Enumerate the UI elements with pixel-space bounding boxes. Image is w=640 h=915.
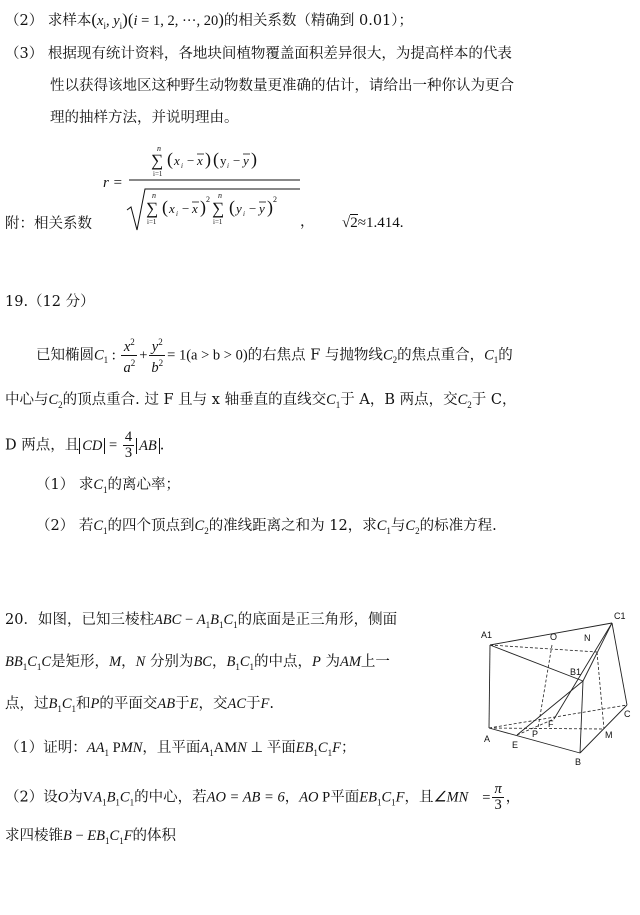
label-c1: C1 [614, 611, 626, 621]
q20-part2: （2）设O为$VA_1B_1C_1$的中心，若AO = AB = 6，AO P平面$EB_1C_1F$，且∠MN = $\frac{\pi}{3}$ ， [5, 781, 521, 813]
q18-item3-num: （3） [5, 46, 44, 62]
svg-text:−: − [182, 201, 190, 216]
label-n: N [584, 633, 591, 643]
edge-b1-b [580, 681, 583, 753]
q18-item2-text-b: 的相关系数（精确到 0.01）； [223, 13, 414, 29]
formula-r: r = [103, 175, 123, 191]
label-b: B [575, 757, 582, 767]
q18-item2-line: （2） 求样本($x_i$, $y_i)(i = 1$, 2, ···, 20)的相关系数（精确到 0.01）； [5, 10, 414, 31]
label-e: E [512, 740, 519, 750]
q18-item3-line2: 性以获得该地区这种野生动物数量更准确的估计，请给出一种你认为更合 [50, 78, 514, 94]
svg-text:−: − [233, 153, 241, 168]
q18-item2-num: （2） [5, 13, 44, 29]
sqrt2-value: ≈1.414 [357, 215, 400, 231]
svg-text:(: ( [213, 149, 219, 169]
svg-text:i: i [181, 162, 183, 170]
svg-text:n: n [218, 191, 222, 200]
svg-text:(: ( [167, 149, 173, 169]
edge-b1-c1 [583, 623, 612, 681]
q18-item3-text1: 根据现有统计资料，各地块间植物覆盖面积差异很大，为提高样本的代表 [47, 46, 512, 62]
q20-line1: 20．如图，已知三棱柱ABC − $A_1B_1C_1$的底面是正三角形，侧面 [5, 612, 398, 630]
edge-a-c [489, 705, 627, 728]
segment-a-m [489, 728, 604, 729]
svg-text:∑: ∑ [212, 199, 225, 218]
q18-item2-text-a: 求样本 [47, 13, 92, 29]
svg-text:i=1: i=1 [213, 218, 223, 226]
svg-text:y: y [236, 201, 242, 216]
label-a1: A1 [481, 630, 493, 640]
num-sigma: ∑ [151, 151, 164, 170]
label-f: F [548, 719, 554, 729]
q19-line3: D 两点，且 CD = $\frac{4}{3}$ AB . [5, 429, 165, 461]
segment-o-p [538, 645, 552, 728]
label-p: P [532, 729, 539, 739]
sqrt2-approx: √2≈1.414. [342, 215, 404, 231]
segment-c1-f [554, 623, 612, 719]
q18-item3-line3: 理的抽样方法，并说明理由。 [50, 110, 239, 126]
svg-text:): ) [267, 197, 273, 217]
q18-item3-line1 [5, 44, 512, 64]
svg-text:n: n [152, 191, 156, 200]
svg-text:x: x [197, 153, 203, 168]
edge-b-c [580, 705, 627, 753]
label-b1: B1 [570, 667, 582, 677]
svg-text:): ) [251, 149, 257, 169]
edge-c1-c [612, 623, 627, 705]
svg-text:∑: ∑ [146, 199, 159, 218]
svg-text:): ) [200, 197, 206, 217]
svg-text:y: y [220, 153, 227, 168]
svg-text:x: x [192, 201, 198, 216]
label-c: C [624, 709, 631, 719]
svg-text:2: 2 [273, 195, 277, 204]
label-m: M [605, 730, 613, 740]
q19-line2: 中心与$C_2$的顶点重合. 过 F 且与 x 轴垂直的直线交$C_1$于 A，B 两点，交$C_2$于 C， [5, 392, 517, 410]
num-sum-upper: n [157, 144, 161, 153]
q19-title: 19.（12 分） [5, 294, 95, 310]
q20-line3: 点，过$B_1C_1$和P的平面交AB于E，交AC于F. [5, 696, 274, 714]
svg-text:i=1: i=1 [147, 218, 157, 226]
svg-text:i: i [176, 210, 178, 218]
appendix-label: 附：相关系数 [5, 216, 92, 232]
prism-figure [472, 605, 637, 770]
svg-text:−: − [249, 201, 257, 216]
q20-part1: （1）证明：$AA_1$ PMN，且平面$A_1AMN$ ⊥ 平面$EB_1C_1F$； [5, 740, 356, 758]
appendix-comma: ， [300, 214, 315, 230]
svg-text:2: 2 [206, 195, 210, 204]
svg-text:x: x [169, 201, 175, 216]
svg-text:x: x [174, 153, 180, 168]
svg-text:i: i [243, 210, 245, 218]
svg-text:y: y [259, 201, 265, 216]
num-sum-lower: i=1 [153, 170, 163, 178]
svg-text:(: ( [229, 197, 235, 217]
q19-line1: 已知椭圆$C_1$ : $\frac{x^2}{a^2}$ + $\frac{y^2}{b^2}$ = 1(a > b > 0)的右焦点 F 与抛物线$C_2$的焦点重合，$C_1$的 [36, 337, 513, 376]
q20-part3: 求四棱锥$B - EB_1C_1F$的体积 [5, 828, 177, 846]
svg-text:): ) [205, 149, 211, 169]
q20-line2: $BB_1C_1C$是矩形，M，N 分别为BC，$B_1C_1$的中点，P 为AM上一 [5, 654, 390, 672]
q19-part1: （1） 求$C_1$的离心率； [36, 477, 181, 495]
label-o: O [550, 632, 558, 642]
svg-text:(: ( [162, 197, 168, 217]
svg-text:y: y [243, 153, 249, 168]
segment-n-m [597, 652, 604, 729]
q19-part2: （2） 若$C_1$的四个顶点到$C_2$的准线距离之和为 12，求$C_1$与$C_2$的标准方程. [36, 518, 497, 536]
label-a: A [484, 734, 491, 744]
correlation-formula [95, 138, 310, 238]
svg-text:i: i [227, 162, 229, 170]
edge-a-a1 [489, 645, 490, 728]
svg-text:−: − [187, 153, 195, 168]
